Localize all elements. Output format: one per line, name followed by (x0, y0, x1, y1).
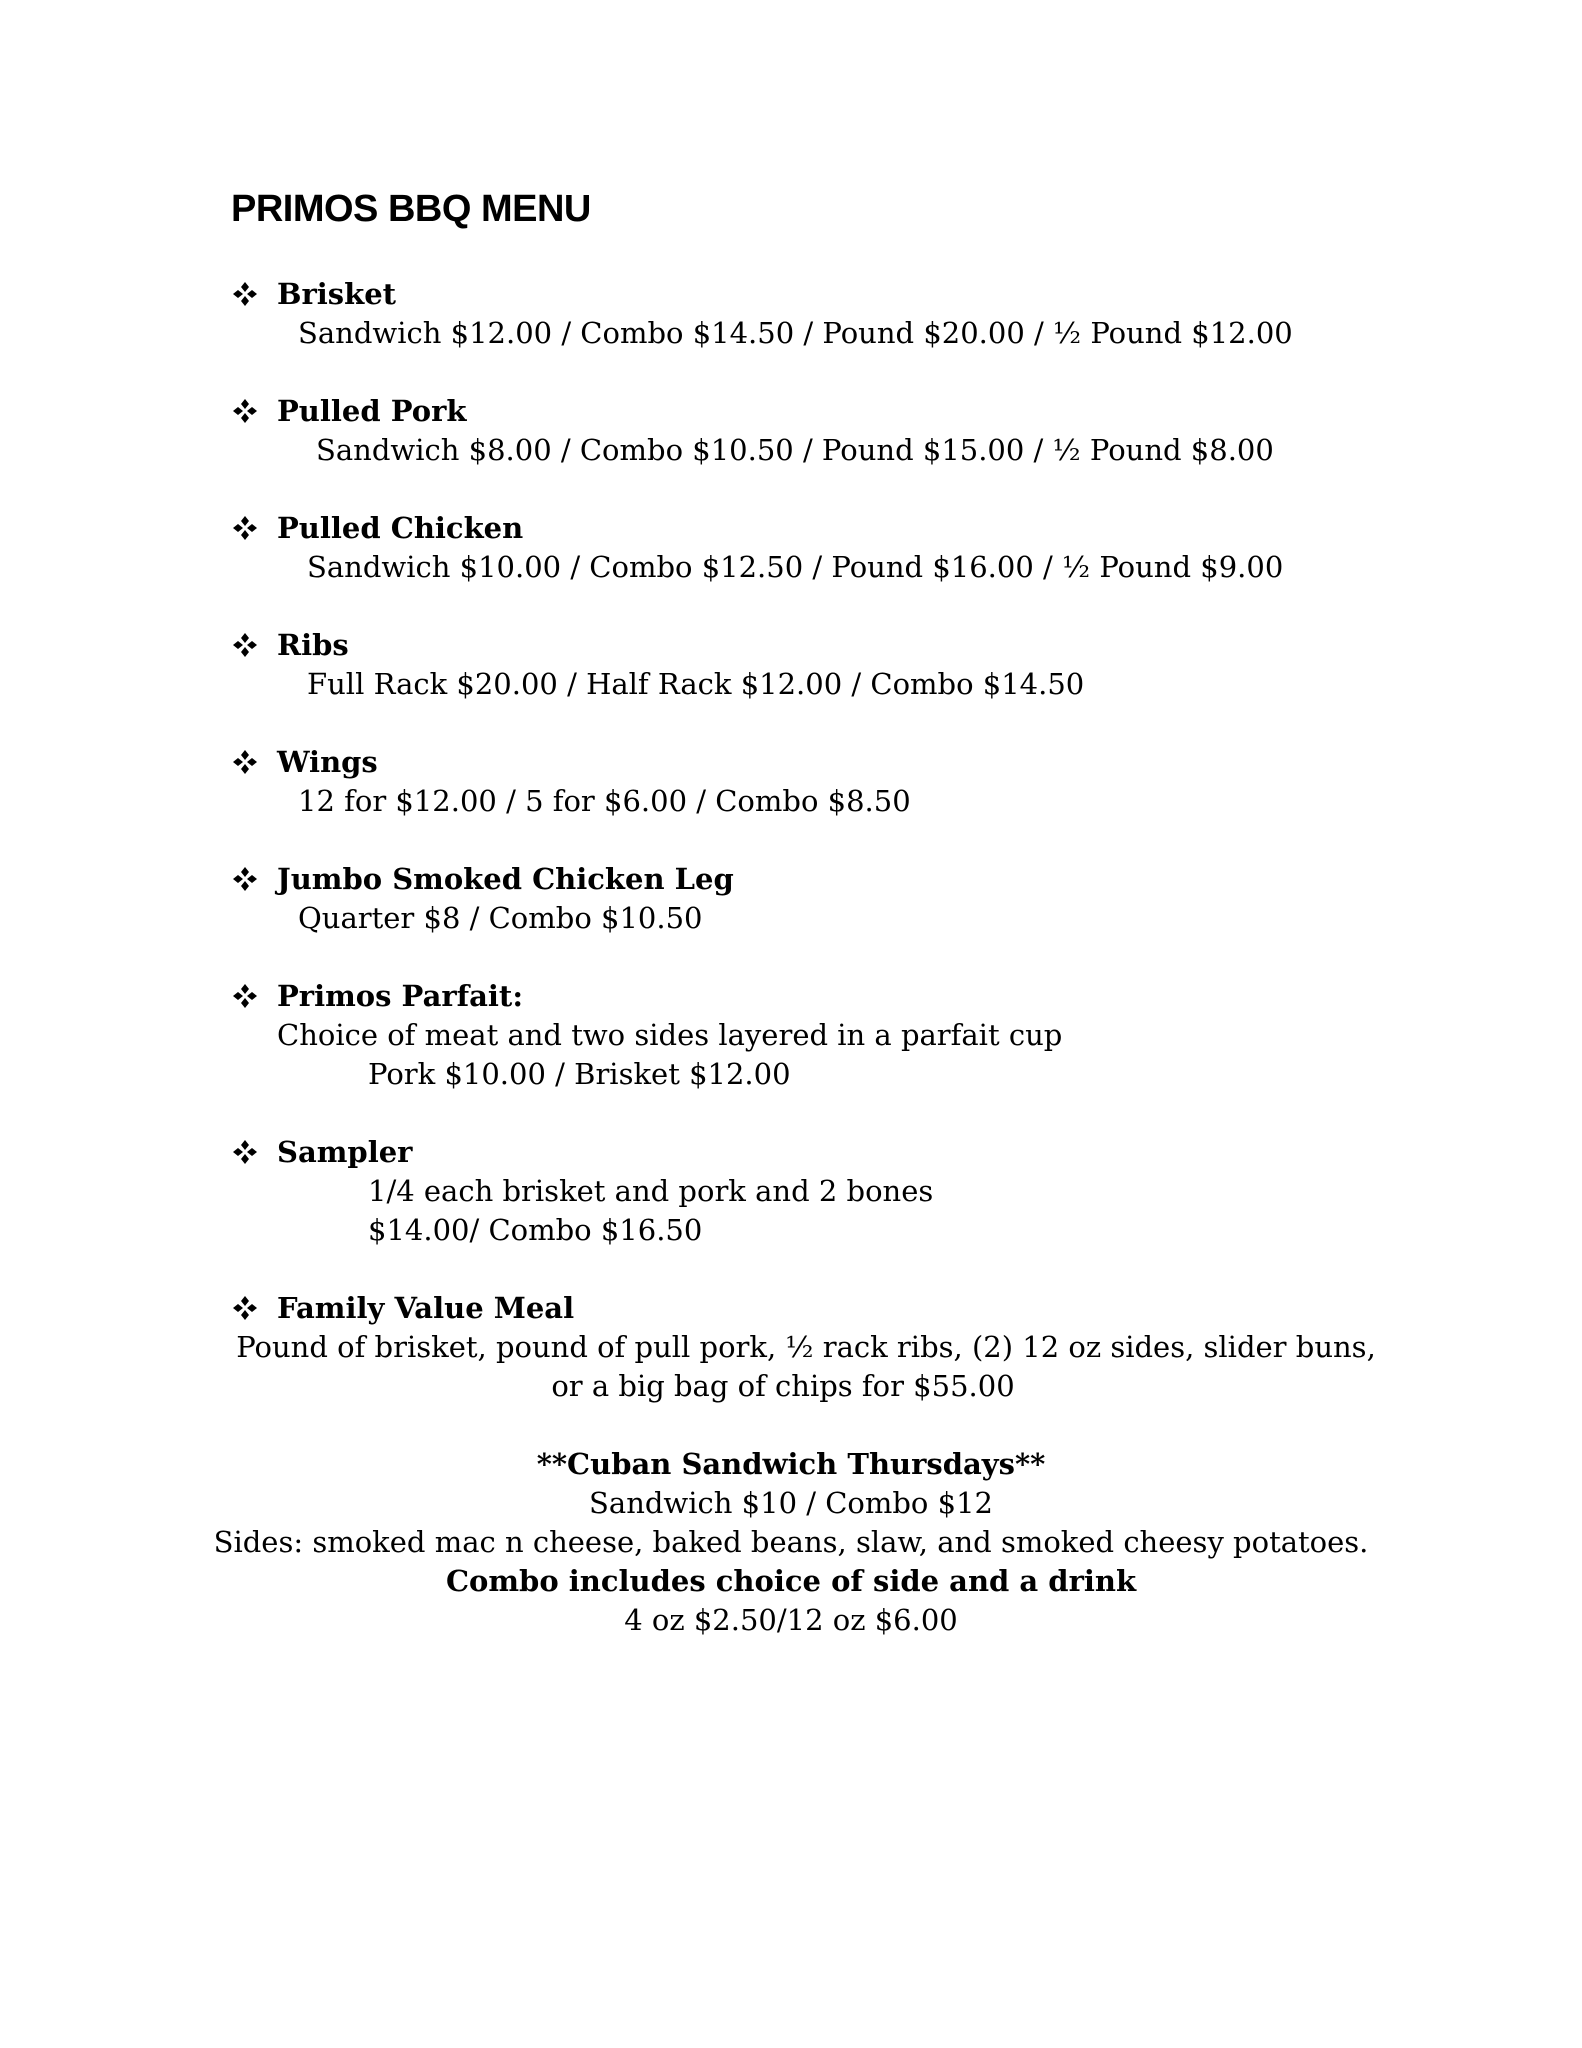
item-name-brisket: Brisket (277, 277, 397, 311)
item-prices-jumbo-smoked-chicken-leg: Quarter $8 / Combo $10.50 (298, 901, 703, 935)
special-prices: Sandwich $10 / Combo $12 (589, 1486, 993, 1520)
item-name-pulled-chicken: Pulled Chicken (277, 511, 524, 545)
item-description-primos-parfait: Choice of meat and two sides layered in a parfait cup (277, 1018, 1063, 1052)
item-description-family-value-meal: Pound of brisket, pound of pull pork, ½ rack ribs, (2) 12 oz sides, slider buns, (236, 1330, 1376, 1364)
diamond-bullet-icon (231, 865, 259, 893)
diamond-bullet-icon (231, 514, 259, 542)
diamond-bullet-icon (231, 280, 259, 308)
diamond-bullet-icon (231, 982, 259, 1010)
item-name-ribs: Ribs (277, 628, 349, 662)
side-prices: 4 oz $2.50/12 oz $6.00 (624, 1603, 958, 1637)
item-name-jumbo-smoked-chicken-leg: Jumbo Smoked Chicken Leg (277, 862, 734, 896)
combo-note: Combo includes choice of side and a drink (445, 1564, 1137, 1598)
diamond-bullet-icon (231, 1294, 259, 1322)
item-price-family-value-meal: or a big bag of chips for $55.00 (551, 1369, 1015, 1403)
menu-title: PRIMOS BBQ MENU (231, 188, 591, 230)
item-prices-wings: 12 for $12.00 / 5 for $6.00 / Combo $8.50 (298, 784, 911, 818)
item-prices-brisket: Sandwich $12.00 / Combo $14.50 / Pound $20.00 / ½ Pound $12.00 (298, 316, 1293, 350)
sides-list: Sides: smoked mac n cheese, baked beans, slaw, and smoked cheesy potatoes. (213, 1525, 1369, 1559)
item-name-family-value-meal: Family Value Meal (277, 1291, 575, 1325)
item-description-sampler: 1/4 each brisket and pork and 2 bones (368, 1174, 934, 1208)
item-name-wings: Wings (277, 745, 378, 779)
item-prices-sampler: $14.00/ Combo $16.50 (368, 1213, 703, 1247)
diamond-bullet-icon (231, 748, 259, 776)
diamond-bullet-icon (231, 631, 259, 659)
item-prices-ribs: Full Rack $20.00 / Half Rack $12.00 / Combo $14.50 (307, 667, 1085, 701)
item-prices-pulled-chicken: Sandwich $10.00 / Combo $12.50 / Pound $16.00 / ½ Pound $9.00 (307, 550, 1284, 584)
special-title: **Cuban Sandwich Thursdays** (536, 1447, 1046, 1481)
diamond-bullet-icon (231, 1138, 259, 1166)
diamond-bullet-icon (231, 397, 259, 425)
item-name-pulled-pork: Pulled Pork (277, 394, 467, 428)
item-prices-pulled-pork: Sandwich $8.00 / Combo $10.50 / Pound $15.00 / ½ Pound $8.00 (316, 433, 1274, 467)
item-name-sampler: Sampler (277, 1135, 413, 1169)
item-name-primos-parfait: Primos Parfait: (277, 979, 524, 1013)
item-prices-primos-parfait: Pork $10.00 / Brisket $12.00 (368, 1057, 791, 1091)
